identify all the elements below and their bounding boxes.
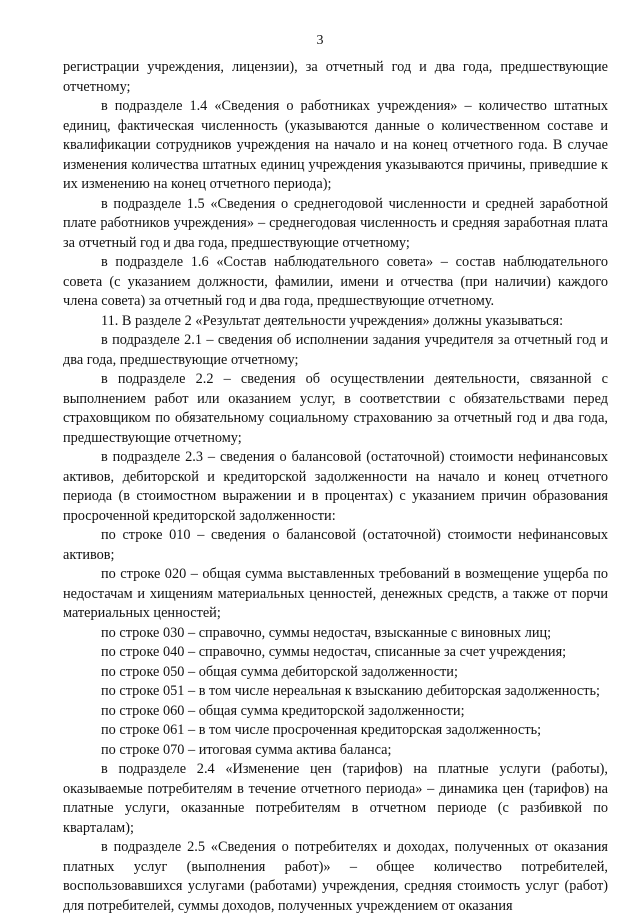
paragraph-subsection-1-6: в подразделе 1.6 «Состав наблюдательного совета» – состав наблюдательного совета (с указанием должности, фамилии, имени и отчества (при наличии) каждого члена совета) за отчетный год и два года, предшествующие отчетному.: [63, 254, 608, 309]
paragraph-line-040: по строке 040 – справочно, суммы недостач, списанные за счет учреждения;: [101, 644, 567, 660]
paragraph-line-010: по строке 010 – сведения о балансовой (остаточной) стоимости нефинансовых активов;: [63, 527, 608, 563]
paragraph-subsection-2-4: в подразделе 2.4 «Изменение цен (тарифов) на платные услуги (работы), оказываемые потребителям в течение отчетного периода» – динамика цен (тарифов) на платные услуги, оказанные потребителям в отчетном периоде (с разбивкой по кварталам);: [63, 761, 608, 836]
paragraph-subsection-1-4: в подразделе 1.4 «Сведения о работниках учреждения» – количество штатных единиц, фактическая численность (указываются данные о количественном составе и квалификации сотрудников учреждения на начало и на конец отчетного года. В случае изменения количества штатных единиц учреждения указываются причины, приведшие к их изменению на конец отчетного периода);: [63, 98, 608, 192]
paragraph-line-050: по строке 050 – общая сумма дебиторской задолженности;: [101, 663, 458, 680]
paragraph-line-070: по строке 070 – итоговая сумма актива баланса;: [101, 741, 392, 758]
paragraph-subsection-1-5: в подразделе 1.5 «Сведения о среднегодовой численности и средней заработной плате работников учреждения» – среднегодовая численность и средняя заработная плата за отчетный год и два года, предшествующие отчетному;: [63, 195, 608, 251]
paragraph-subsection-2-1: в подразделе 2.1 – сведения об исполнении задания учредителя за отчетный год и два года, предшествующие отчетному;: [63, 332, 608, 368]
paragraph-line-020: по строке 020 – общая сумма выставленных требований в возмещение ущерба по недостачам и хищениям материальных ценностей, денежных средств, а также от порчи материальных ценностей;: [63, 566, 608, 621]
paragraph-line-051: по строке 051 – в том числе нереальная к взысканию дебиторская задолженность;: [101, 683, 601, 699]
paragraph-line-060: по строке 060 – общая сумма кредиторской задолженности;: [101, 702, 465, 719]
paragraph-registration-continuation: регистрации учреждения, лицензии), за отчетный год и два года, предшествующие отчетному;: [63, 59, 608, 95]
paragraph-line-030: по строке 030 – справочно, суммы недостач, взысканные с виновных лиц;: [101, 624, 552, 641]
paragraph-line-061: по строке 061 – в том числе просроченная кредиторская задолженность;: [101, 722, 542, 738]
paragraph-subsection-2-5: в подразделе 2.5 «Сведения о потребителях и доходах, полученных от оказания платных услуг (выполнения работ)» – общее количество потребителей, воспользовавшихся услугами (работами) учреждения, средняя стоимость услуг (работ) для потребителей, суммы доходов, полученных учреждением от оказания: [63, 839, 608, 914]
page-number: 3: [316, 33, 324, 48]
document-body: [63, 58, 608, 916]
paragraph-section-2-heading: 11. В разделе 2 «Результат деятельности учреждения» должны указываться:: [101, 312, 564, 329]
paragraph-subsection-2-3: в подразделе 2.3 – сведения о балансовой (остаточной) стоимости нефинансовых активов, дебиторской и кредиторской задолженности на начало и конец отчетного периода (в стоимостном выражении и в процентах) с указанием причин образования просроченной кредиторской задолженности:: [63, 449, 608, 524]
paragraph-subsection-2-2: в подразделе 2.2 – сведения об осуществлении деятельности, связанной с выполнением работ или оказанием услуг, в соответствии с обязательствами перед страховщиком по обязательному социальному страхованию за отчетный год и два года, предшествующие отчетному;: [63, 371, 608, 446]
